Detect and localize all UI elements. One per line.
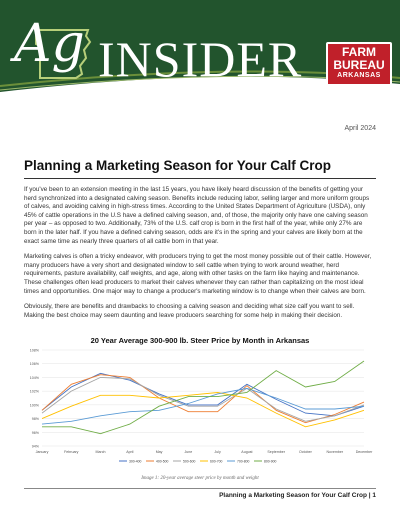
chart-title: 20 Year Average 300-900 lb. Steer Price by Month in Arkansas bbox=[90, 336, 310, 345]
farm-bureau-logo bbox=[326, 42, 392, 86]
x-tick-label: March bbox=[95, 450, 106, 454]
article-title: Planning a Marketing Season for Your Calf Crop bbox=[24, 158, 332, 173]
legend-label: 400-500 bbox=[156, 459, 169, 464]
article-paragraph: If you've been to an extension meeting in the last 15 years, you have likely heard discussion of the benefits of getting your herd synchronized into a designated calving season. Benefits include reducing labor, selling larger and more uniform groups of calves, and avoiding calving in high-stress times. According to the United States Department of Agriculture (USDA), only 45% of cattle operations in the U.S have a defined calving season, and, of those, the majority only have one calving season per year – as opposed to two. Additionally, 73% of the U.S. calf crop is born in the first half of the year, while only 27% are born in the later half. If you have a defined calving season, odds are it's in the spring and your calves are likely born at the exact same time as nearly three quarters of all cattle born in that year. bbox=[24, 186, 370, 245]
legend-label: 300-400 bbox=[129, 459, 142, 464]
y-tick-label: 98% bbox=[31, 417, 39, 422]
footer-divider bbox=[24, 488, 376, 489]
footer-separator: | bbox=[368, 492, 371, 499]
y-tick-label: 100% bbox=[29, 403, 39, 408]
issue-date: April 2024 bbox=[344, 125, 376, 132]
legend-label: 700-800 bbox=[237, 459, 250, 464]
x-tick-label: November bbox=[326, 450, 344, 454]
y-tick-label: 94% bbox=[31, 444, 39, 449]
chart-plot bbox=[24, 346, 376, 474]
y-tick-label: 96% bbox=[31, 430, 39, 435]
x-tick-label: February bbox=[64, 450, 79, 454]
x-tick-label: July bbox=[214, 450, 221, 454]
legend-label: 500-600 bbox=[183, 459, 196, 464]
masthead-banner bbox=[0, 0, 400, 100]
farm-bureau-line1: FARM bbox=[342, 45, 376, 59]
legend-label: 800-900 bbox=[264, 459, 277, 464]
x-tick-label: April bbox=[126, 450, 134, 454]
steer-price-chart bbox=[24, 336, 376, 488]
page-footer bbox=[219, 492, 376, 499]
legend-label: 600-700 bbox=[210, 459, 223, 464]
footer-title: Planning a Marketing Season for Your Calf Crop bbox=[219, 492, 367, 499]
x-tick-label: October bbox=[299, 450, 312, 454]
page-number: 1 bbox=[372, 492, 376, 499]
y-tick-label: 102% bbox=[29, 389, 39, 394]
x-tick-label: August bbox=[241, 450, 253, 454]
y-tick-label: 104% bbox=[29, 375, 39, 380]
chart-caption: Image 1: 20-year average steer price by month and weight bbox=[141, 476, 259, 481]
series-line bbox=[42, 393, 364, 427]
y-tick-label: 106% bbox=[29, 362, 39, 367]
x-tick-label: September bbox=[267, 450, 285, 454]
farm-bureau-line3: ARKANSAS bbox=[337, 72, 381, 79]
x-tick-label: January bbox=[35, 450, 49, 454]
farm-bureau-line2: BUREAU bbox=[333, 58, 385, 72]
x-tick-label: June bbox=[184, 450, 193, 454]
series-line bbox=[42, 361, 364, 434]
article-paragraph: Obviously, there are benefits and drawbacks to choosing a calving season and deciding what size calf you want to sell. Making the best choice may seem daunting and leave producers searching for some help in making their decision. bbox=[24, 303, 355, 319]
logo-insider-text: INSIDER bbox=[98, 31, 303, 87]
x-tick-label: December bbox=[355, 450, 373, 454]
title-divider bbox=[24, 178, 376, 179]
article-paragraph: Marketing calves is often a tricky endeavor, with producers trying to get the most money possible out of their cattle. However, many producers have a very short and designated window to sell cattle when trying to work around weather, herd requirements, pasture availability, calf weights, and age, along with other tasks on the farm like haying and maintenance. These challenges often lead producers to market their calves whenever they can rather than capitalizing on the most ideal times and opportunities. One major way to change a producer's marketing window is to change when their calves are born. bbox=[24, 253, 372, 295]
article bbox=[24, 158, 376, 320]
logo-ag-text: Ag bbox=[14, 14, 85, 74]
y-tick-label: 108% bbox=[29, 348, 39, 353]
x-tick-label: May bbox=[155, 450, 163, 454]
